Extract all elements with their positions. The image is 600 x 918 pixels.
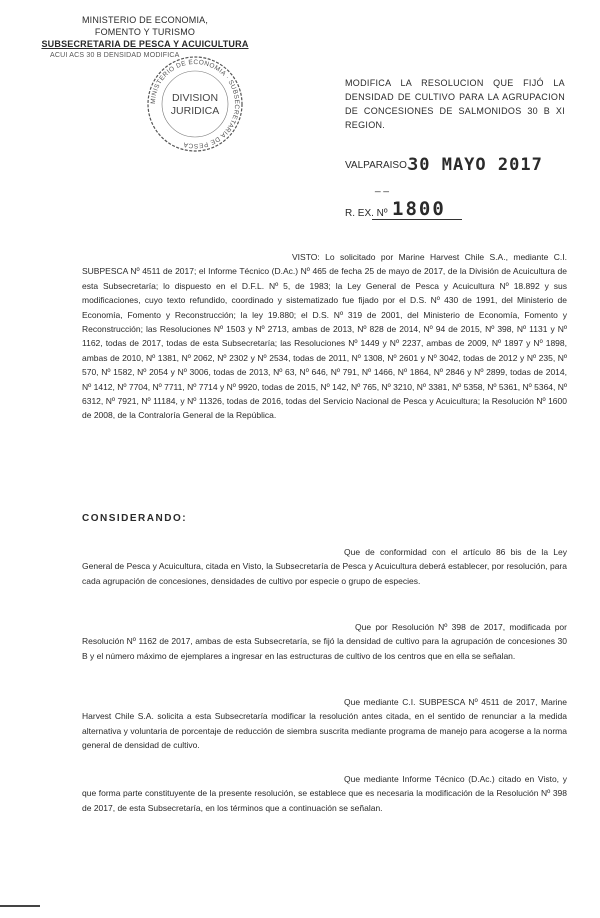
reference-code: ACUI ACS 30 B DENSIDAD MODIFICA: [50, 52, 180, 59]
considerando-3: Que mediante C.I. SUBPESCA Nº 4511 de 2017, Marine Harvest Chile S.A. solicita a esta Subsecretaría modificar la resolución antes citada, en el sentido de renunciar a la medida alternativa y voluntaria de porcentaje de reducción de siembra suscrita mediante programa de manejo para acogerse a la norma general de densidad de cultivo.: [82, 697, 567, 751]
subsecretaria-line: SUBSECRETARIA DE PESCA Y ACUICULTURA: [41, 39, 249, 49]
visto-paragraph: VISTO: Lo solicitado por Marine Harvest Chile S.A., mediante C.I. SUBPESCA Nº 4511 de 2017; el Informe Técnico (D.Ac.) Nº 465 de fecha 25 de mayo de 2017, de la División de Acuicultura de esta Subsecretaría; lo dispuesto en el D.F.L. Nº 5, de 1983; la Ley General de Pesca y Acuicultura Nº 18.892 y sus modificaciones, cuyo texto refundido, coordinado y sistematizado fue fijado por el D.S. Nº 430 de 1991, del Ministerio de Economía, Fomento y Reconstrucción; la ley 19.880; el D.S. Nº 319 de 2001, del Ministerio de Economía, Fomento y Reconstrucción; las Resoluciones Nº 1503 y Nº 2713, ambas de 2013, Nº 828 de 2014, Nº 94 de 2015, Nº 398, Nº 1131 y Nº 1162, todas de 2017, todas de esta Subsecretaría; las Resoluciones Nº 1449 y Nº 2237, ambas de 2009, Nº 1897 y Nº 1898, ambas de 2010, Nº 1381, Nº 2062, Nº 2302 y Nº 2534, todas de 2011, Nº 1308, Nº 2601 y Nº 3042, todas de 2012 y Nº 235, Nº 570, Nº 1582, Nº 2054 y Nº 3006, todas de 2013, Nº 63, Nº 646, Nº 791, Nº 1466, Nº 1864, Nº 2846 y Nº 2899, todas de 2014, Nº 1412, Nº 7704, Nº 7711, Nº 7714 y Nº 9920, todas de 2015, Nº 142, Nº 765, Nº 3210, Nº 3381, Nº 5358, Nº 5361, Nº 5364, Nº 6312, Nº 7921, Nº 11184, y Nº 11326, todas de 2016, todas del Servicio Nacional de Pesca y Acuicultura; la Resolución Nº 1600 de 2008, de la Contraloría General de la República.: [82, 252, 567, 421]
considerando-4: Que mediante Informe Técnico (D.Ac.) citado en Visto, y que forma parte constituyente de la presente resolución, se establece que es necesaria la modificación de la Resolución Nº 398 de 2017, de esta Subsecretaría, en los términos que a continuación se señalan.: [82, 774, 567, 813]
dash-mark: _ _: [375, 182, 389, 193]
rex-label: R. EX. Nº: [345, 208, 388, 219]
resolution-date: 30 MAYO 2017: [408, 155, 543, 175]
division-juridica-stamp: [145, 54, 245, 154]
svg-text:MINISTERIO DE ECONOMIA · SUBSE: [150, 59, 240, 149]
resolution-title: MODIFICA LA RESOLUCION QUE FIJÓ LA DENSIDAD DE CULTIVO PARA LA AGRUPACION DE CONCESIONES DE SALMONIDOS 30 B XI REGION.: [345, 78, 565, 130]
scan-edge-mark: [0, 905, 40, 907]
ministry-line-2: FOMENTO Y TURISMO: [94, 27, 196, 37]
stamp-ring-text: MINISTERIO DE ECONOMIA · SUBSECRETARIA DE PESCA: [149, 58, 241, 150]
considerando-1: Que de conformidad con el artículo 86 bis de la Ley General de Pesca y Acuicultura, citada en Visto, la Subsecretaría de Pesca y Acuicultura deberá establecer, por resolución, para cada agrupación de concesiones, densidades de cultivo por especie o grupo de especies.: [82, 547, 567, 586]
rex-number: 1800: [392, 198, 446, 220]
place-label: VALPARAISO,: [345, 160, 410, 171]
considerando-2: Que por Resolución Nº 398 de 2017, modificada por Resolución Nº 1162 de 2017, ambas de esta Subsecretaría, se fijó la densidad de cultivo para la agrupación de concesiones 30 B y el número máximo de ejemplares a ingresar en las estructuras de cultivo de los centros que en ella se señalan.: [82, 622, 567, 661]
ministry-line: MINISTERIO DE ECONOMIA,: [81, 15, 209, 25]
considerando-heading: CONSIDERANDO:: [82, 513, 188, 524]
stamp-line-2: JURIDICA: [170, 105, 220, 117]
stamp-line-1: DIVISION: [171, 92, 219, 104]
rex-underline: [372, 219, 462, 220]
